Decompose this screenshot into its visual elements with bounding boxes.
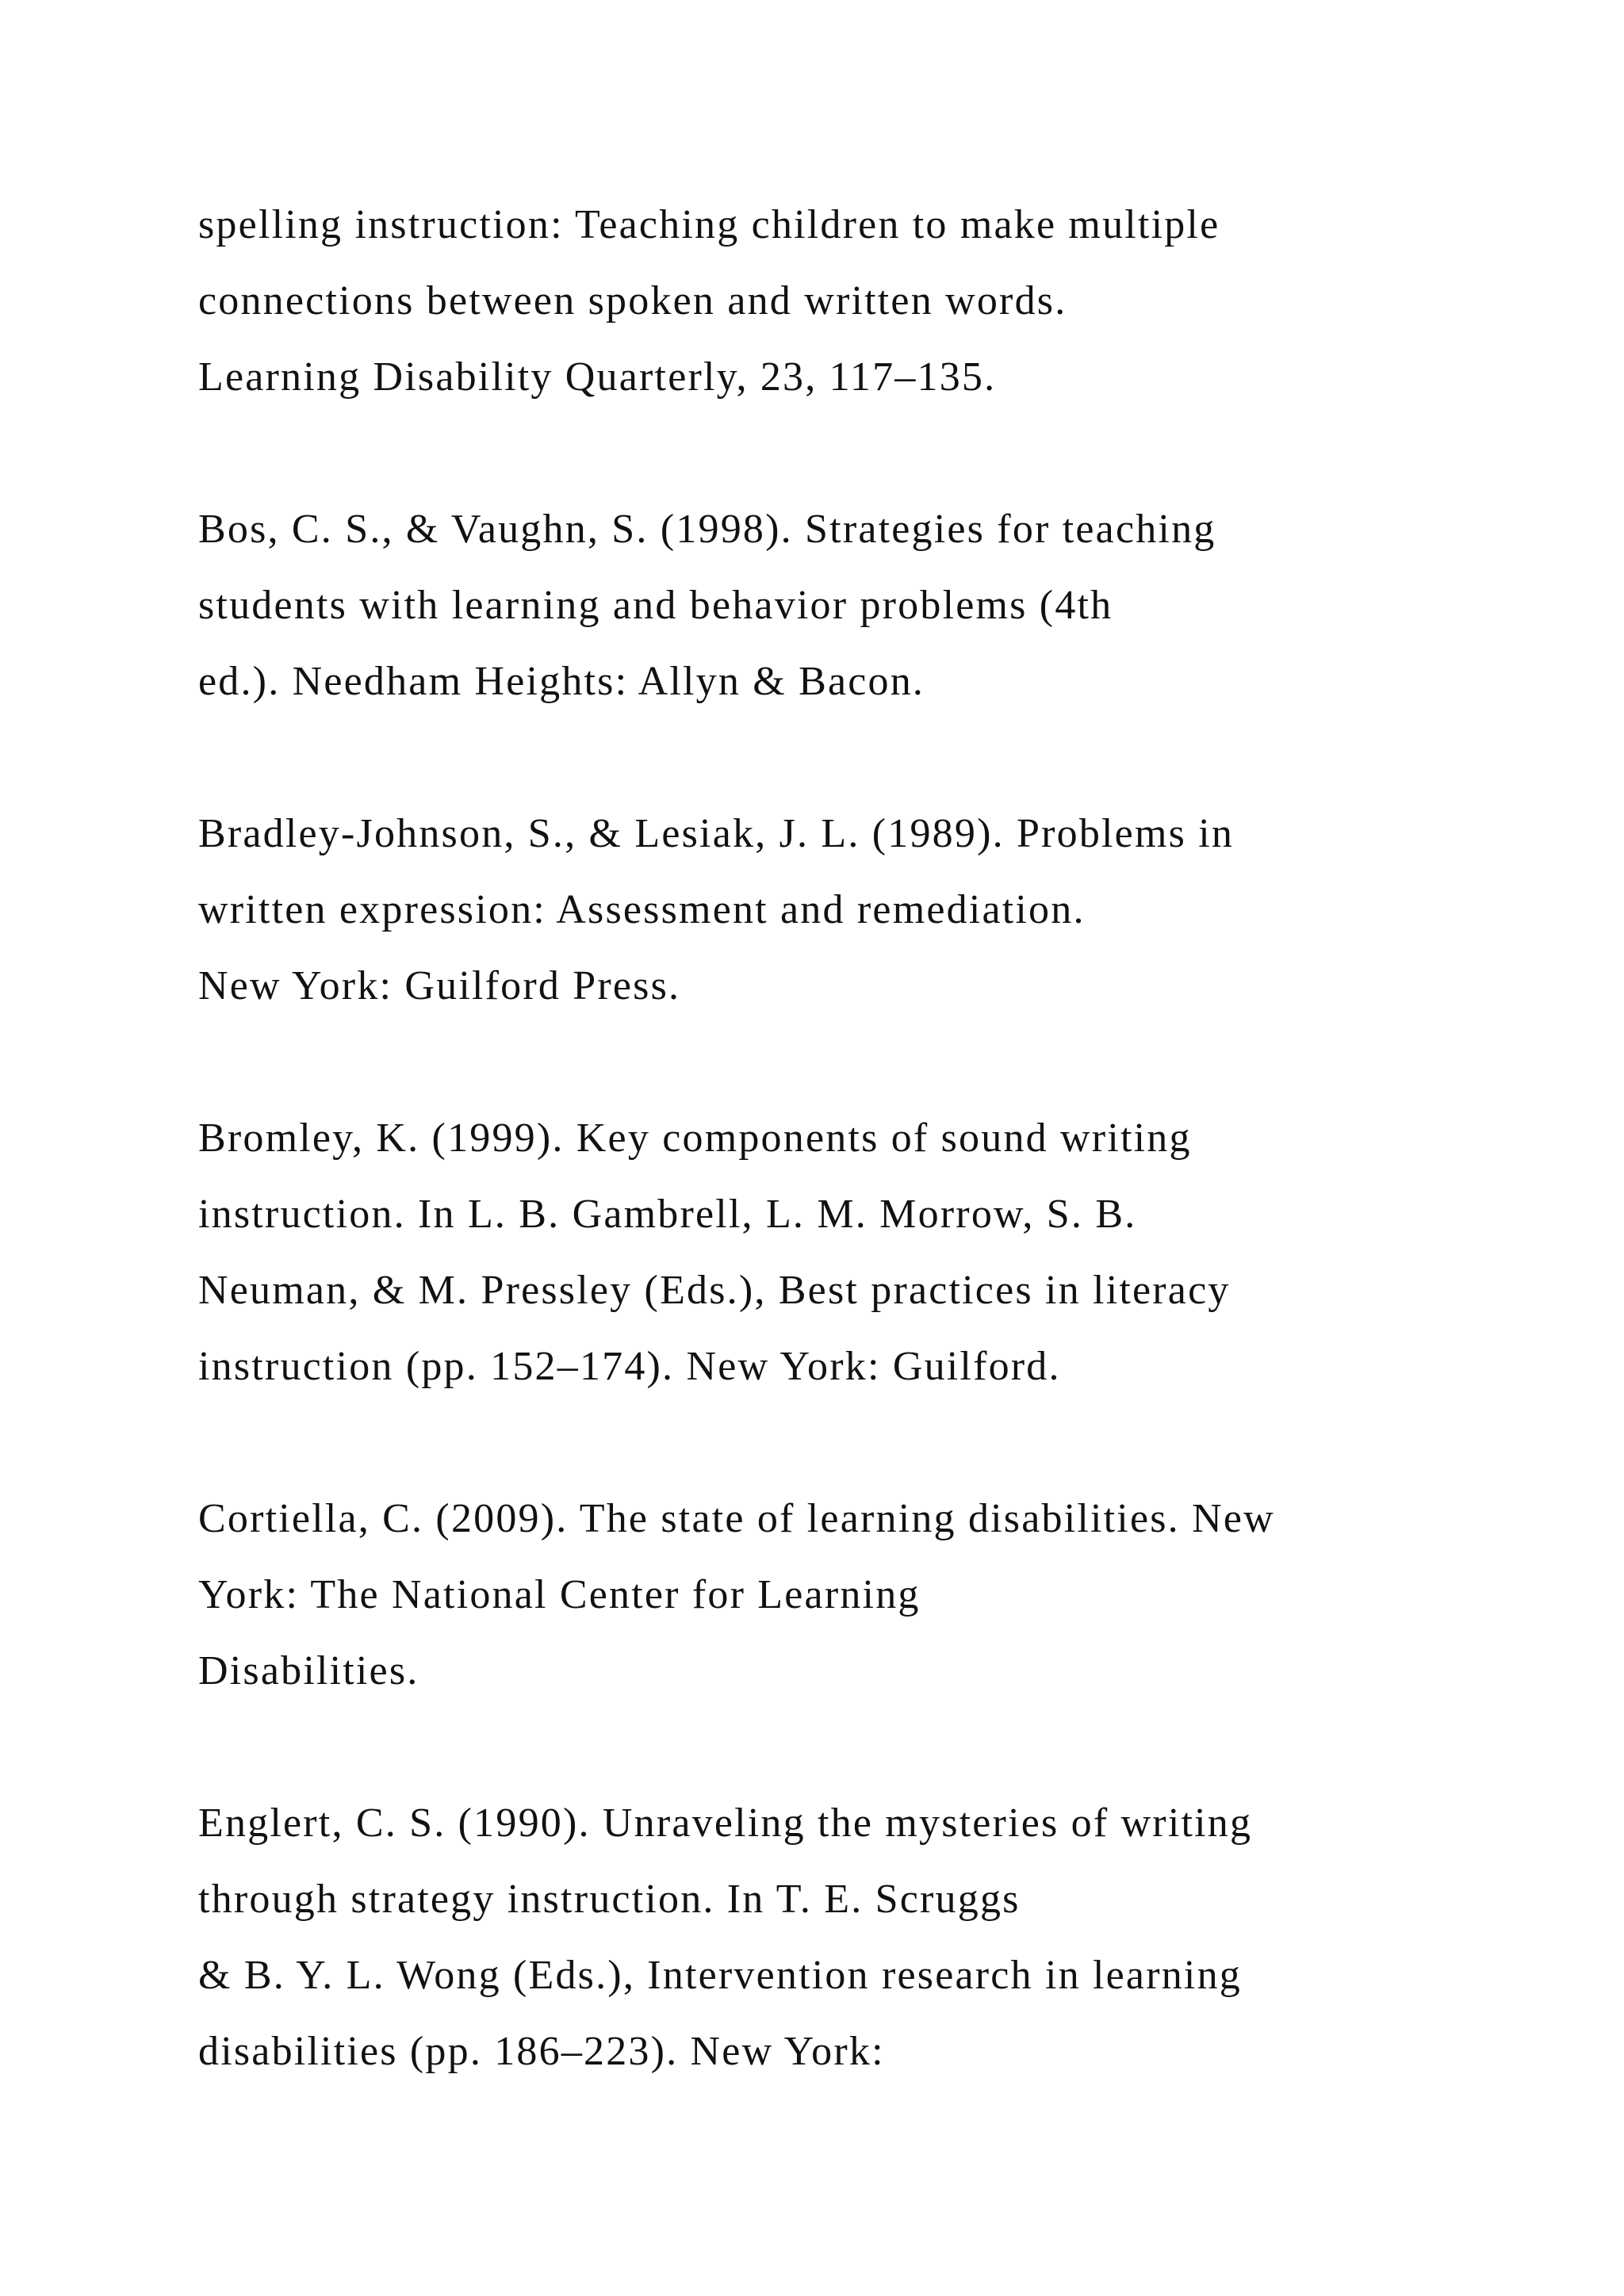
reference-line: instruction. In L. B. Gambrell, L. M. Morrow, S. B. <box>198 1192 1137 1237</box>
reference-line: Bos, C. S., & Vaughn, S. (1998). Strategies for teaching <box>198 507 1216 552</box>
reference-line: Neuman, & M. Pressley (Eds.), Best practices in literacy <box>198 1268 1231 1313</box>
reference-line: instruction (pp. 152–174). New York: Guilford. <box>198 1344 1061 1389</box>
reference-line: disabilities (pp. 186–223). New York: <box>198 2029 885 2074</box>
reference-line: ed.). Needham Heights: Allyn & Bacon. <box>198 659 925 704</box>
reference-entry <box>198 492 1467 720</box>
reference-entry <box>198 796 1467 1024</box>
reference-line: students with learning and behavior problems (4th <box>198 583 1113 628</box>
reference-line: New York: Guilford Press. <box>198 963 681 1008</box>
reference-line: connections between spoken and written words. <box>198 278 1067 323</box>
reference-line: Bradley-Johnson, S., & Lesiak, J. L. (1989). Problems in <box>198 811 1235 856</box>
reference-entry <box>198 187 1467 415</box>
reference-entry <box>198 1100 1467 1405</box>
reference-line: Englert, C. S. (1990). Unraveling the mysteries of writing <box>198 1800 1253 1846</box>
reference-line: spelling instruction: Teaching children to make multiple <box>198 202 1220 247</box>
reference-line: Disabilities. <box>198 1648 419 1693</box>
reference-entry <box>198 1785 1467 2090</box>
reference-list <box>198 187 1467 2166</box>
reference-entry <box>198 1481 1467 1709</box>
reference-line: through strategy instruction. In T. E. Scruggs <box>198 1877 1021 1922</box>
reference-line: Learning Disability Quarterly, 23, 117–135. <box>198 354 997 400</box>
reference-line: Bromley, K. (1999). Key components of sound writing <box>198 1115 1192 1161</box>
reference-line: York: The National Center for Learning <box>198 1572 921 1617</box>
reference-line: & B. Y. L. Wong (Eds.), Intervention research in learning <box>198 1953 1242 1998</box>
reference-line: Cortiella, C. (2009). The state of learning disabilities. New <box>198 1496 1275 1541</box>
reference-line: written expression: Assessment and remediation. <box>198 887 1086 932</box>
